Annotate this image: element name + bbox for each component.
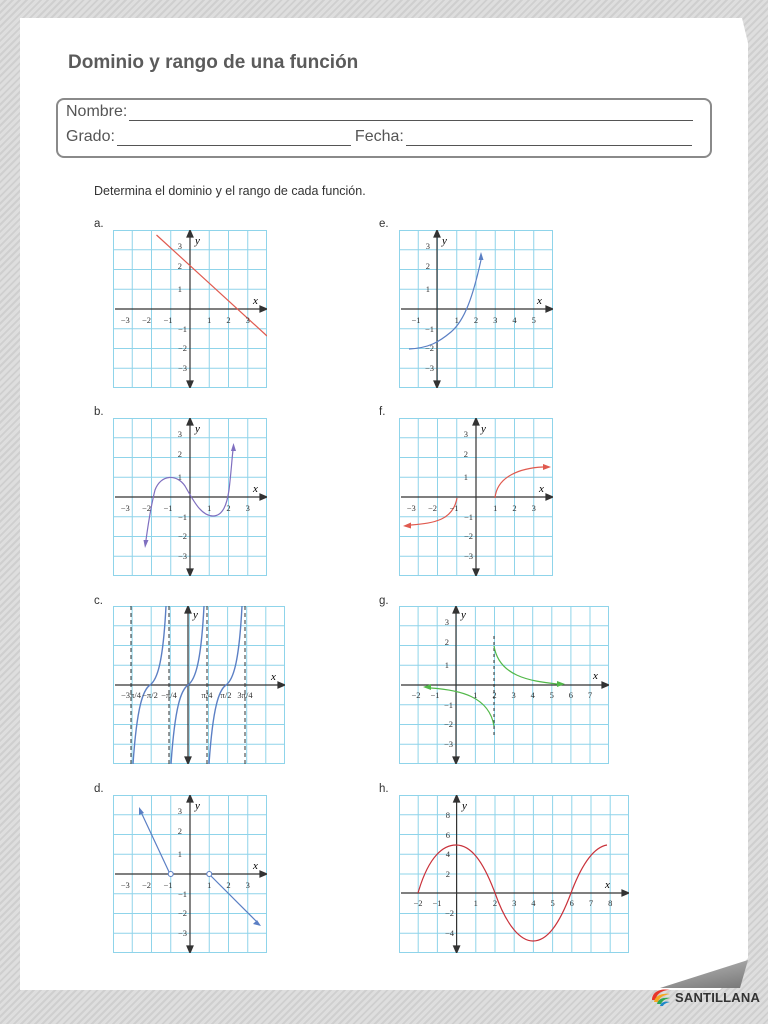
y-axis-label: y — [193, 609, 198, 621]
y-tick-label: 1 — [177, 284, 182, 294]
x-tick-label: 6 — [568, 690, 574, 700]
y-tick-label: −3 — [424, 363, 434, 373]
y-tick-label: −4 — [444, 928, 454, 938]
y-axis-label: y — [481, 423, 486, 435]
y-axis-label: y — [195, 800, 200, 812]
graph-g — [399, 606, 609, 764]
x-tick-label: −1 — [163, 880, 173, 890]
problem-f-label: f. — [379, 406, 386, 418]
y-tick-label: 4 — [445, 849, 450, 859]
x-tick-label: −2 — [413, 898, 423, 908]
x-tick-label: 2 — [226, 315, 231, 325]
y-tick-label: 1 — [177, 849, 182, 859]
x-axis-label: x — [271, 671, 276, 683]
function-e-curve — [409, 260, 481, 349]
y-tick-label: −1 — [177, 889, 187, 899]
x-tick-label: 1 — [473, 690, 478, 700]
grado-label: Grado: — [66, 128, 115, 145]
x-tick-label: −3 — [120, 503, 130, 513]
x-tick-label: 5 — [550, 898, 555, 908]
x-tick-label: −2 — [141, 315, 152, 325]
x-tick-label: −2 — [141, 503, 152, 513]
x-axis-label: x — [253, 483, 258, 495]
x-tick-label: 3 — [245, 503, 250, 513]
x-axis-label: x — [539, 483, 544, 495]
y-tick-label: −2 — [444, 908, 454, 918]
y-tick-label: −2 — [424, 343, 434, 353]
y-axis-label: y — [195, 423, 200, 435]
arrow-head — [253, 920, 261, 926]
x-tick-label: 3π/4 — [237, 690, 253, 700]
function-f-right-branch — [495, 467, 543, 498]
y-tick-label: 3 — [463, 429, 468, 439]
problem-e-label: e. — [379, 218, 389, 230]
y-tick-label: 2 — [177, 826, 182, 836]
graph-h — [399, 795, 629, 953]
y-tick-label: −2 — [177, 531, 187, 541]
y-tick-label: 2 — [177, 449, 182, 459]
x-tick-label: π/2 — [220, 690, 232, 700]
function-g-left-branch — [431, 688, 497, 726]
x-tick-label: 2 — [473, 315, 479, 325]
y-tick-label: 2 — [445, 869, 450, 879]
y-tick-label: −1 — [424, 324, 434, 334]
y-tick-label: 1 — [444, 660, 449, 670]
graph-e — [399, 230, 553, 388]
open-point — [168, 872, 173, 877]
x-tick-label: −2 — [411, 690, 421, 700]
y-tick-label: −1 — [443, 700, 453, 710]
y-axis-label: y — [442, 235, 447, 247]
problem-g-label: g. — [379, 595, 389, 607]
x-tick-label: 1 — [207, 503, 212, 513]
problem-c-label: c. — [94, 595, 103, 607]
y-tick-label: 2 — [463, 449, 468, 459]
problem-a-label: a. — [94, 218, 104, 230]
y-tick-label: −2 — [177, 343, 187, 353]
x-axis-label: x — [253, 295, 258, 307]
fecha-line — [406, 131, 692, 146]
x-tick-label: 1 — [207, 315, 212, 325]
y-axis-label: y — [461, 609, 466, 621]
brand-name: SANTILLANA — [675, 989, 761, 1005]
x-tick-label: 3 — [245, 880, 250, 890]
problem-d-label: d. — [94, 783, 104, 795]
function-d-left-segment — [141, 812, 170, 874]
y-tick-label: 3 — [177, 806, 182, 816]
y-tick-label: 6 — [445, 830, 450, 840]
graph-a — [113, 230, 267, 388]
graph-b — [113, 418, 267, 576]
y-tick-label: 1 — [177, 472, 182, 482]
worksheet-title: Dominio y rango de una función — [68, 52, 359, 73]
y-tick-label: −2 — [177, 908, 187, 918]
x-tick-label: −1 — [430, 690, 440, 700]
y-tick-label: −2 — [463, 531, 473, 541]
x-tick-label: 3 — [512, 898, 517, 908]
x-tick-label: 1 — [454, 315, 459, 325]
x-tick-label: −1 — [163, 503, 173, 513]
x-tick-label: 5 — [549, 690, 554, 700]
fecha-label: Fecha: — [354, 128, 404, 145]
y-tick-label: 3 — [425, 241, 430, 251]
x-tick-label: 4 — [531, 898, 536, 908]
x-tick-label: 1 — [207, 880, 212, 890]
arrow-head — [139, 807, 144, 815]
y-tick-label: 8 — [445, 810, 450, 820]
x-tick-label: 3 — [493, 315, 498, 325]
x-tick-label: 6 — [569, 898, 574, 908]
x-tick-label: 4 — [530, 690, 535, 700]
x-tick-label: 1 — [493, 503, 498, 513]
grado-line — [117, 131, 351, 146]
x-tick-label: 7 — [587, 690, 593, 700]
x-tick-label: 5 — [531, 315, 536, 325]
graph-c — [113, 606, 285, 764]
x-tick-label: 2 — [492, 898, 498, 908]
arrow-head — [403, 523, 411, 529]
graph-d — [113, 795, 267, 953]
student-info-form — [56, 98, 712, 158]
arrow-head — [479, 252, 484, 260]
y-tick-label: −3 — [177, 363, 187, 373]
y-tick-label: −1 — [177, 324, 187, 334]
santillana-logo-icon — [650, 986, 672, 1008]
x-tick-label: 1 — [473, 898, 478, 908]
x-tick-label: −1 — [411, 315, 421, 325]
y-tick-label: 2 — [425, 261, 430, 271]
x-axis-label: x — [593, 670, 598, 682]
y-tick-label: 1 — [425, 284, 430, 294]
x-tick-label: 3 — [511, 690, 516, 700]
y-axis-label: y — [195, 235, 200, 247]
x-tick-label: −π/4 — [161, 690, 177, 700]
x-tick-label: 3 — [245, 315, 250, 325]
y-tick-label: −3 — [177, 551, 187, 561]
problem-h-label: h. — [379, 783, 389, 795]
x-tick-label: 2 — [226, 880, 231, 890]
problem-b-label: b. — [94, 406, 104, 418]
x-tick-label: −π/2 — [142, 690, 158, 700]
y-tick-label: 2 — [177, 261, 182, 271]
graph-f — [399, 418, 553, 576]
x-tick-label: −3 — [120, 315, 130, 325]
y-tick-label: −3 — [443, 739, 453, 749]
x-tick-label: 8 — [608, 898, 613, 908]
santillana-logo — [650, 986, 760, 1008]
x-tick-label: π/4 — [201, 690, 213, 700]
x-tick-label: 2 — [492, 690, 497, 700]
x-axis-label: x — [605, 879, 610, 891]
y-tick-label: 3 — [444, 617, 449, 627]
arrow-head — [543, 464, 551, 470]
nombre-line — [129, 106, 693, 121]
x-axis-label: x — [537, 295, 542, 307]
y-tick-label: 1 — [463, 472, 468, 482]
y-tick-label: −3 — [177, 928, 187, 938]
x-tick-label: −3 — [120, 880, 130, 890]
y-tick-label: −1 — [463, 512, 473, 522]
x-tick-label: 7 — [588, 898, 594, 908]
y-tick-label: 2 — [444, 637, 449, 647]
x-tick-label: 3 — [531, 503, 536, 513]
instruction-text: Determina el dominio y el rango de cada función. — [94, 184, 366, 198]
y-tick-label: −3 — [463, 551, 473, 561]
nombre-label: Nombre: — [66, 103, 128, 120]
y-tick-label: 3 — [177, 429, 182, 439]
x-tick-label: −3 — [406, 503, 416, 513]
x-tick-label: 2 — [226, 503, 231, 513]
x-tick-label: −2 — [141, 880, 152, 890]
x-tick-label: −3π/4 — [121, 690, 141, 700]
x-tick-label: −1 — [432, 898, 442, 908]
y-tick-label: 3 — [177, 241, 182, 251]
x-tick-label: −2 — [427, 503, 438, 513]
x-tick-label: −1 — [449, 503, 459, 513]
y-tick-label: −2 — [443, 719, 453, 729]
y-tick-label: −1 — [177, 512, 187, 522]
y-axis-label: y — [462, 800, 467, 812]
open-point — [207, 872, 212, 877]
x-axis-label: x — [253, 860, 258, 872]
x-tick-label: −1 — [163, 315, 173, 325]
arrow-head — [557, 681, 565, 687]
x-tick-label: 4 — [512, 315, 517, 325]
x-tick-label: 2 — [512, 503, 517, 513]
